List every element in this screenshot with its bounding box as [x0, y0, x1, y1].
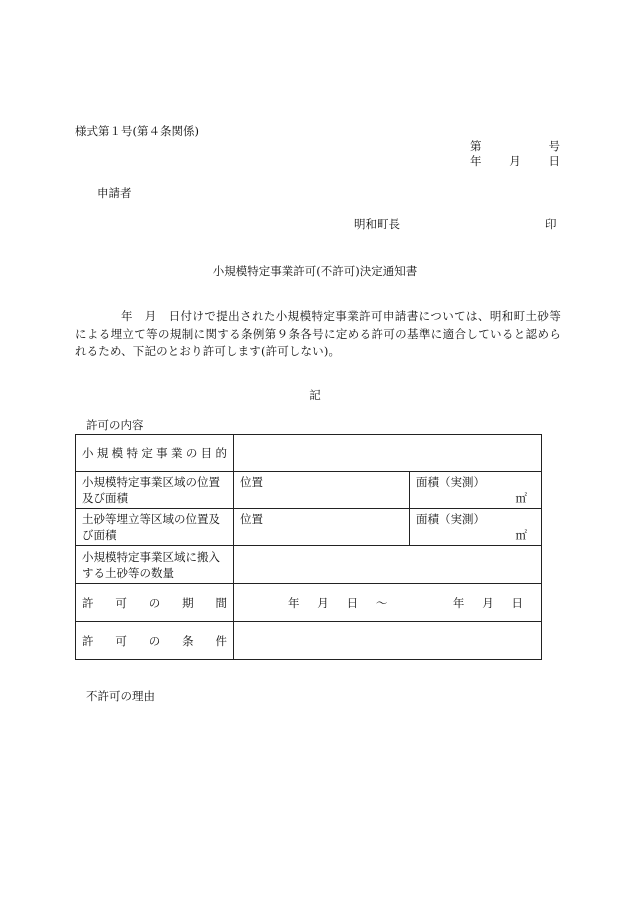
period-end-month: 月 [482, 595, 494, 610]
period-start-day: 日 [346, 595, 359, 610]
fill-position-cell [234, 509, 410, 546]
fill-position-label: 位置 [240, 512, 263, 526]
period-label: 許可の期間 [82, 595, 227, 610]
project-area-label-text: 面積（実測） [416, 475, 485, 489]
ki-label: 記 [309, 388, 321, 402]
period-start-month: 月 [317, 595, 329, 610]
period-value [240, 595, 535, 611]
date-row [470, 153, 560, 169]
table-row-project-area [76, 472, 542, 509]
table-row-fill-area [76, 509, 542, 546]
purpose-label: 小規模特定事業の目的 [82, 446, 227, 460]
project-position-cell [234, 472, 410, 509]
fill-area-label: 土砂等埋立等区域の位置及び面積 [76, 509, 234, 546]
dai-label: 第 [470, 139, 482, 153]
period-label-cell [76, 584, 234, 622]
go-label: 号 [548, 139, 560, 153]
fill-area-unit: ㎡ [515, 528, 527, 542]
document-title: 小規模特定事業許可(不許可)決定通知書 [212, 264, 418, 278]
condition-label-cell [76, 622, 234, 660]
year-label: 年 [470, 154, 482, 168]
rejection-reason-heading: 不許可の理由 [86, 689, 155, 703]
month-label: 月 [509, 154, 521, 168]
permit-table [75, 434, 542, 660]
table-row-period [76, 584, 542, 622]
condition-label: 許可の条件 [82, 633, 227, 648]
mayor-label: 明和町長 [354, 217, 400, 231]
project-area-label: 小規模特定事業区域の位置及び面積 [76, 472, 234, 509]
project-area-cell [410, 472, 542, 509]
form-number: 様式第１号(第４条関係) [75, 124, 199, 138]
period-end-day: 日 [511, 595, 523, 610]
purpose-label-cell [76, 435, 234, 472]
period-start-year: 年 [288, 595, 300, 610]
document-number-row [470, 138, 560, 154]
soil-amount-value-cell [234, 546, 542, 584]
body-paragraph: 年 月 日付けで提出された小規模特定事業許可申請書については、明和町土砂等による埋立て等の規制に関する条例第９条各号に定める許可の基準に適合していると認められるため、下記のとおり許可します(許可しない)。 [75, 309, 561, 358]
soil-amount-label: 小規模特定事業区域に搬入する土砂等の数量 [76, 546, 234, 584]
permit-content-heading: 許可の内容 [86, 418, 144, 432]
table-row-soil-amount [76, 546, 542, 584]
period-end-year: 年 [452, 595, 465, 610]
table-row-purpose [76, 435, 542, 472]
project-area-unit: ㎡ [515, 491, 527, 505]
purpose-value-cell [234, 435, 542, 472]
project-position-label: 位置 [240, 475, 263, 489]
period-spacer [405, 595, 435, 611]
day-label: 日 [548, 154, 560, 168]
fill-area-cell [410, 509, 542, 546]
condition-value-cell [234, 622, 542, 660]
fill-area-label-text: 面積（実測） [416, 512, 485, 526]
applicant-label: 申請者 [97, 186, 132, 200]
seal-label: 印 [545, 217, 557, 231]
period-tilde: ～ [375, 595, 388, 610]
table-row-condition [76, 622, 542, 660]
period-value-cell [234, 584, 542, 622]
